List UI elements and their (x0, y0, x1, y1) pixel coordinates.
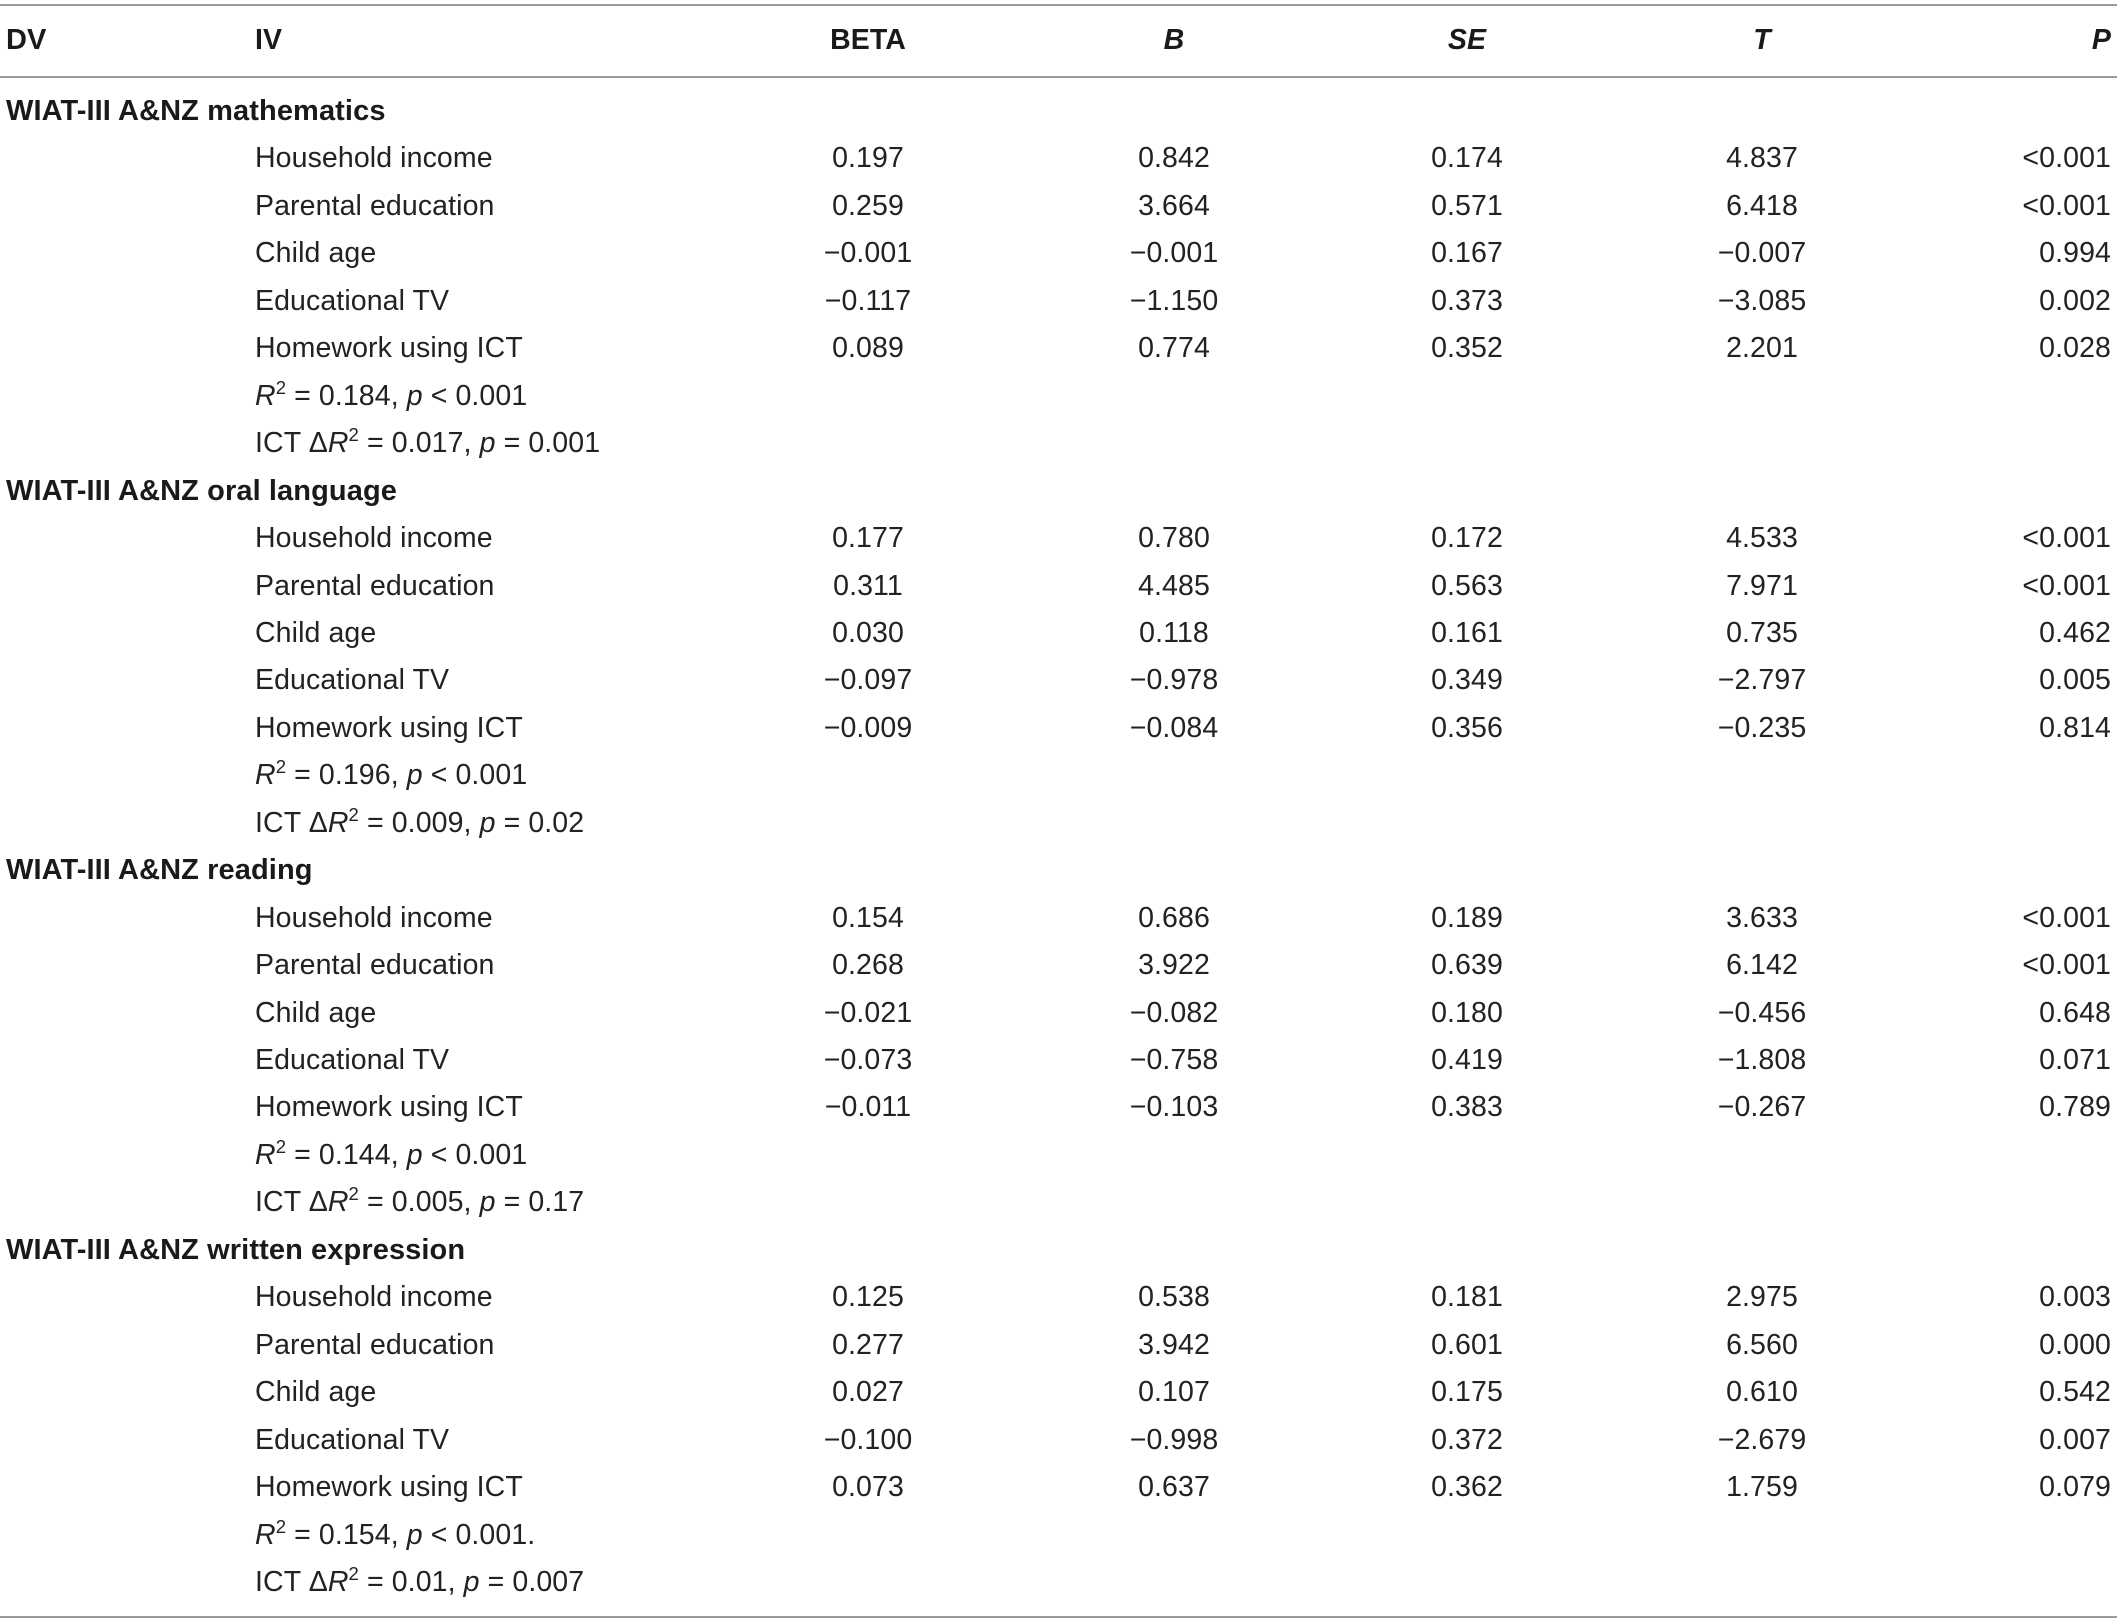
p-cell: <0.001 (2022, 522, 2111, 555)
ict-note-value: = 0.005, (358, 1186, 480, 1219)
ict-note-pvalue: = 0.007 (479, 1565, 585, 1598)
table-row (0, 895, 2117, 942)
t-cell: −0.267 (1717, 1091, 1807, 1124)
beta-cell: −0.097 (823, 664, 913, 697)
t-cell: −0.456 (1717, 996, 1807, 1029)
r2-note-r: R (255, 379, 276, 412)
r2-note-pvalue: < 0.001 (422, 1138, 528, 1171)
b-cell: 0.637 (1138, 1471, 1210, 1504)
r2-note-r: R (255, 1518, 276, 1551)
t-cell: −2.797 (1717, 664, 1807, 697)
beta-cell: 0.177 (832, 522, 904, 555)
dv-row (0, 468, 2117, 515)
iv-cell: Educational TV (255, 1423, 450, 1456)
r2-note-row (0, 373, 2117, 420)
p-cell: 0.005 (2039, 664, 2111, 697)
table-row (0, 325, 2117, 372)
p-cell: <0.001 (2022, 949, 2111, 982)
beta-cell: −0.100 (823, 1423, 913, 1456)
r2-note (255, 1132, 527, 1179)
p-cell: 0.648 (2039, 996, 2111, 1029)
t-cell: 6.560 (1726, 1328, 1798, 1361)
iv-cell: Parental education (255, 1328, 495, 1361)
header-row (0, 17, 2117, 64)
ict-note-row (0, 800, 2117, 847)
p-cell: 0.994 (2039, 237, 2111, 270)
se-cell: 0.180 (1431, 996, 1503, 1029)
beta-cell: −0.001 (823, 237, 913, 270)
b-cell: −0.082 (1129, 996, 1219, 1029)
p-cell: <0.001 (2022, 189, 2111, 222)
iv-cell: Household income (255, 901, 493, 934)
ict-note-prefix: ICT Δ (255, 806, 328, 839)
beta-cell: 0.277 (832, 1328, 904, 1361)
ict-note-value: = 0.017, (358, 427, 480, 460)
table-row (0, 1369, 2117, 1416)
table-row (0, 1464, 2117, 1511)
iv-cell: Homework using ICT (255, 1471, 523, 1504)
p-cell: 0.071 (2039, 1044, 2111, 1076)
se-cell: 0.167 (1431, 237, 1503, 270)
t-cell: 1.759 (1726, 1471, 1798, 1504)
dv-label: WIAT-III A&NZ oral language (6, 474, 397, 507)
b-cell: 0.538 (1138, 1281, 1210, 1314)
top-rule (0, 4, 2117, 6)
b-cell: 0.842 (1138, 142, 1210, 175)
r2-note-row (0, 1132, 2117, 1179)
r2-note-p: p (406, 1518, 423, 1551)
table-row (0, 1417, 2117, 1464)
beta-cell: 0.311 (833, 569, 903, 602)
se-cell: 0.181 (1431, 1281, 1503, 1314)
b-cell: −0.978 (1129, 664, 1219, 697)
table-row (0, 515, 2117, 562)
se-cell: 0.571 (1431, 189, 1503, 222)
r2-note-r: R (255, 1138, 276, 1171)
iv-cell: Child age (255, 237, 377, 270)
header-se: SE (1447, 24, 1487, 56)
se-cell: 0.362 (1431, 1471, 1503, 1504)
dv-row (0, 1227, 2117, 1274)
table-row (0, 563, 2117, 610)
b-cell: 3.922 (1138, 949, 1210, 982)
se-cell: 0.372 (1431, 1423, 1503, 1456)
dv-row (0, 847, 2117, 894)
b-cell: −0.998 (1129, 1423, 1219, 1456)
dv-label: WIAT-III A&NZ written expression (6, 1233, 466, 1266)
r2-note-p: p (406, 759, 423, 792)
header-iv: IV (255, 24, 283, 56)
r2-note-sup: 2 (275, 376, 287, 398)
beta-cell: 0.197 (832, 142, 904, 175)
beta-cell: 0.259 (832, 189, 904, 222)
t-cell: −2.679 (1717, 1423, 1807, 1456)
table-row (0, 230, 2117, 277)
r2-note-r: R (255, 759, 276, 792)
beta-cell: 0.073 (832, 1471, 904, 1504)
t-cell: 2.975 (1726, 1281, 1798, 1314)
se-cell: 0.639 (1431, 949, 1503, 982)
r2-note-sup: 2 (275, 1515, 287, 1537)
iv-cell: Homework using ICT (255, 332, 523, 365)
ict-note-row (0, 420, 2117, 467)
iv-cell: Child age (255, 1376, 377, 1409)
table-row (0, 135, 2117, 182)
b-cell: −0.103 (1129, 1091, 1219, 1124)
r2-note-pvalue: < 0.001. (422, 1518, 536, 1551)
ict-note-sup: 2 (348, 803, 359, 825)
ict-note-r: R (327, 1186, 349, 1219)
header-rule (0, 76, 2117, 78)
se-cell: 0.174 (1431, 142, 1503, 175)
se-cell: 0.172 (1431, 522, 1503, 555)
b-cell: −0.084 (1129, 711, 1219, 744)
iv-cell: Child age (255, 616, 377, 649)
header-p: P (2091, 24, 2111, 56)
table-row (0, 610, 2117, 657)
header-beta: BETA (830, 24, 906, 56)
ict-note-row (0, 1179, 2117, 1226)
table-row (0, 942, 2117, 989)
ict-note-p: p (479, 1186, 496, 1219)
t-cell: −0.007 (1717, 237, 1807, 270)
b-cell: −1.150 (1129, 284, 1219, 317)
p-cell: 0.003 (2039, 1281, 2111, 1314)
t-cell: 0.610 (1726, 1376, 1798, 1409)
t-cell: 3.633 (1726, 901, 1798, 934)
r2-note-p: p (406, 1138, 423, 1171)
r2-note-sup: 2 (275, 756, 287, 778)
ict-note (255, 1559, 584, 1606)
ict-note-prefix: ICT Δ (255, 1186, 328, 1219)
table-row (0, 705, 2117, 752)
ict-note-value: = 0.009, (358, 806, 480, 839)
t-cell: −1.808 (1717, 1044, 1807, 1076)
r2-note-pvalue: < 0.001 (422, 379, 528, 412)
table-row (0, 278, 2117, 325)
beta-cell: −0.117 (824, 284, 912, 317)
se-cell: 0.349 (1431, 664, 1503, 697)
r2-note-sup: 2 (275, 1135, 287, 1157)
bottom-rule (0, 1616, 2117, 1618)
iv-cell: Parental education (255, 569, 495, 602)
b-cell: 0.118 (1139, 616, 1209, 649)
ict-note-sup: 2 (348, 1183, 359, 1205)
b-cell: 0.774 (1138, 332, 1210, 365)
ict-note (255, 1179, 584, 1226)
ict-note-row (0, 1559, 2117, 1606)
dv-row (0, 88, 2117, 135)
p-cell: 0.789 (2039, 1091, 2111, 1124)
b-cell: 3.664 (1138, 189, 1210, 222)
b-cell: −0.001 (1129, 237, 1219, 270)
t-cell: −0.235 (1717, 711, 1807, 744)
table-row (0, 657, 2117, 704)
p-cell: 0.028 (2039, 332, 2111, 365)
ict-note (255, 800, 584, 847)
t-cell: 6.418 (1726, 189, 1798, 222)
r2-note-value: = 0.144, (286, 1138, 407, 1171)
se-cell: 0.601 (1431, 1328, 1503, 1361)
iv-cell: Homework using ICT (255, 711, 523, 744)
iv-cell: Homework using ICT (255, 1091, 523, 1124)
p-cell: <0.001 (2022, 569, 2111, 602)
se-cell: 0.419 (1431, 1044, 1503, 1076)
header-t: T (1753, 24, 1771, 56)
ict-note-r: R (327, 1565, 349, 1598)
se-cell: 0.356 (1431, 711, 1503, 744)
iv-cell: Educational TV (255, 664, 450, 697)
table-row (0, 183, 2117, 230)
ict-note-p: p (463, 1565, 480, 1598)
iv-cell: Household income (255, 1281, 493, 1314)
p-cell: <0.001 (2022, 142, 2111, 175)
table-row (0, 1084, 2117, 1131)
ict-note-prefix: ICT Δ (255, 427, 328, 460)
beta-cell: 0.125 (832, 1281, 904, 1314)
p-cell: 0.000 (2039, 1328, 2111, 1361)
t-cell: −3.085 (1717, 284, 1807, 317)
se-cell: 0.189 (1431, 901, 1503, 934)
table-row (0, 1322, 2117, 1369)
iv-cell: Educational TV (255, 284, 450, 317)
dv-label: WIAT-III A&NZ reading (6, 854, 313, 887)
iv-cell: Parental education (255, 949, 495, 982)
r2-note-row (0, 752, 2117, 799)
se-cell: 0.563 (1431, 569, 1503, 602)
beta-cell: −0.009 (823, 711, 913, 744)
iv-cell: Parental education (255, 189, 495, 222)
header-b: B (1163, 24, 1185, 56)
b-cell: 0.107 (1138, 1376, 1210, 1409)
ict-note-pvalue: = 0.001 (495, 427, 601, 460)
r2-note-value: = 0.184, (286, 379, 407, 412)
r2-note-p: p (406, 379, 423, 412)
p-cell: 0.814 (2039, 711, 2111, 744)
ict-note (255, 420, 600, 467)
p-cell: 0.079 (2039, 1471, 2111, 1504)
r2-note-row (0, 1512, 2117, 1559)
ict-note-pvalue: = 0.02 (495, 806, 585, 839)
se-cell: 0.352 (1431, 332, 1503, 365)
beta-cell: −0.011 (824, 1091, 912, 1124)
r2-note-pvalue: < 0.001 (422, 759, 528, 792)
p-cell: 0.542 (2039, 1376, 2111, 1409)
beta-cell: −0.021 (823, 996, 913, 1029)
b-cell: 4.485 (1138, 569, 1210, 602)
t-cell: 0.735 (1726, 616, 1798, 649)
iv-cell: Household income (255, 142, 493, 175)
ict-note-p: p (479, 427, 496, 460)
p-cell: 0.462 (2039, 616, 2111, 649)
iv-cell: Child age (255, 996, 377, 1029)
beta-cell: −0.073 (823, 1044, 913, 1076)
r2-note-value: = 0.154, (286, 1518, 407, 1551)
ict-note-prefix: ICT Δ (255, 1565, 328, 1598)
t-cell: 2.201 (1726, 332, 1798, 365)
t-cell: 6.142 (1726, 949, 1798, 982)
b-cell: −0.758 (1129, 1044, 1219, 1076)
r2-note-value: = 0.196, (286, 759, 407, 792)
ict-note-pvalue: = 0.17 (495, 1186, 585, 1219)
t-cell: 7.971 (1726, 569, 1798, 602)
ict-note-sup: 2 (348, 1562, 359, 1584)
ict-note-r: R (327, 427, 349, 460)
beta-cell: 0.030 (832, 616, 904, 649)
se-cell: 0.175 (1431, 1376, 1503, 1409)
beta-cell: 0.027 (832, 1376, 904, 1409)
ict-note-r: R (327, 806, 349, 839)
r2-note (255, 752, 527, 799)
p-cell: 0.002 (2039, 284, 2111, 317)
beta-cell: 0.154 (832, 901, 904, 934)
p-cell: 0.007 (2039, 1423, 2111, 1456)
b-cell: 0.780 (1138, 522, 1210, 555)
table-row (0, 990, 2117, 1037)
table-row (0, 1037, 2117, 1084)
b-cell: 3.942 (1138, 1328, 1210, 1361)
t-cell: 4.533 (1726, 522, 1798, 555)
se-cell: 0.373 (1431, 284, 1503, 317)
header-dv: DV (6, 24, 47, 56)
r2-note (255, 373, 527, 420)
ict-note-value: = 0.01, (358, 1565, 464, 1598)
beta-cell: 0.268 (832, 949, 904, 982)
beta-cell: 0.089 (832, 332, 904, 365)
ict-note-p: p (479, 806, 496, 839)
t-cell: 4.837 (1726, 142, 1798, 175)
iv-cell: Educational TV (255, 1044, 450, 1076)
p-cell: <0.001 (2022, 901, 2111, 934)
se-cell: 0.383 (1431, 1091, 1503, 1124)
se-cell: 0.161 (1431, 616, 1503, 649)
b-cell: 0.686 (1138, 901, 1210, 934)
ict-note-sup: 2 (348, 424, 359, 446)
r2-note (255, 1512, 535, 1559)
iv-cell: Household income (255, 522, 493, 555)
dv-label: WIAT-III A&NZ mathematics (6, 95, 386, 127)
table-row (0, 1274, 2117, 1321)
